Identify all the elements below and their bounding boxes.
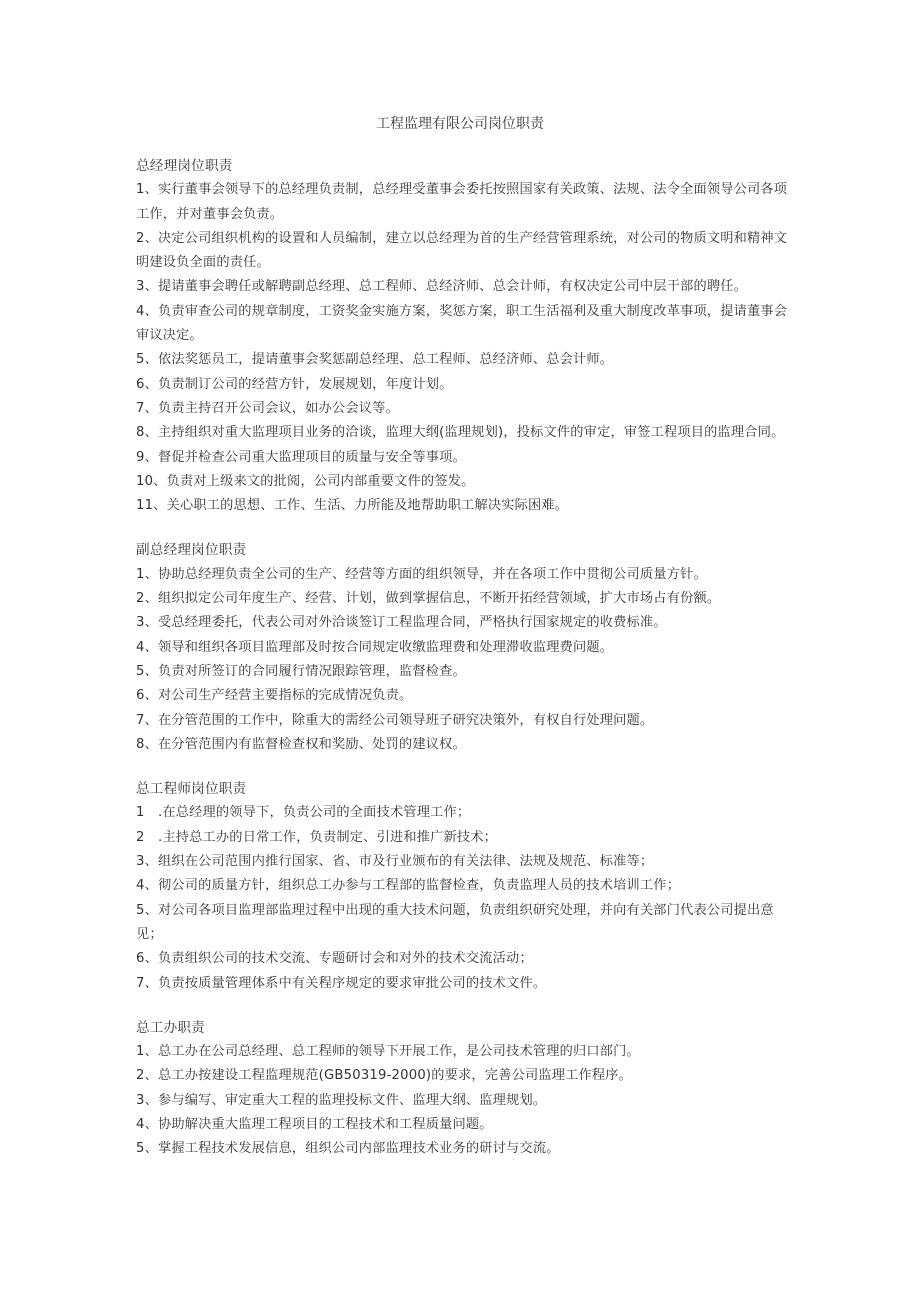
duty-item: 4、领导和组织各项目监理部及时按合同规定收缴监理费和处理滞收监理费问题。: [136, 639, 614, 655]
duty-item: 7、负责主持召开公司会议，如办公会议等。: [136, 400, 399, 416]
duty-item: 8、主持组织对重大监理项目业务的洽谈，监理大纲(监理规划)，投标文件的审定，审签工程项目的监理合同。: [136, 425, 785, 441]
duty-item: 5、依法奖惩员工，提请董事会奖惩副总经理、总工程师、总经济师、总会计师。: [136, 352, 614, 368]
duty-item: 7、在分管范围的工作中，除重大的需经公司领导班子研究决策外，有权自行处理问题。: [136, 712, 654, 728]
duty-item: 1、总工办在公司总经理、总工程师的领导下开展工作，是公司技术管理的归口部门。: [136, 1044, 640, 1060]
duty-item: 4、协助解决重大监理工程项目的工程技术和工程质量问题。: [136, 1116, 493, 1132]
duty-item: 6、负责组织公司的技术交流、专题研讨会和对外的技术交流活动；: [136, 951, 533, 967]
duty-item: 2、组织拟定公司年度生产、经营、计划，做到掌握信息，不断开拓经营领域，扩大市场占有份额。: [136, 591, 721, 607]
duty-item: 8、在分管范围内有监督检查权和奖励、处罚的建议权。: [136, 736, 466, 752]
duty-item: 5、掌握工程技术发展信息，组织公司内部监理技术业务的研讨与交流。: [136, 1141, 560, 1157]
duty-item: 5、负责对所签订的合同履行情况跟踪管理，监督检查。: [136, 663, 466, 679]
duty-item: 2、决定公司组织机构的设置和人员编制，建立以总经理为首的生产经营管理系统，对公司的物质文明和精神文明建设负全面的责任。: [136, 230, 788, 271]
duty-item: 9、督促并检查公司重大监理项目的质量与安全等事项。: [136, 449, 466, 465]
duty-item: 4、彻公司的质量方针，组织总工办参与工程部的监督检查，负责监理人员的技术培训工作；: [136, 878, 681, 894]
duty-item: 7、负责按质量管理体系中有关程序规定的要求审批公司的技术文件。: [136, 975, 547, 991]
section-heading: 副总经理岗位职责: [136, 542, 247, 559]
duty-item: 3、组织在公司范围内推行国家、省、市及行业颁布的有关法律、法规及规范、标准等；: [136, 854, 654, 870]
duty-item: 4、负责审查公司的规章制度，工资奖金实施方案，奖惩方案，职工生活福利及重大制度改革事项，提请董事会审议决定。: [136, 303, 788, 344]
section-chief-engineer-office: [136, 1016, 796, 1162]
section-deputy-general-manager: [136, 538, 796, 757]
duty-item: 6、负责制订公司的经营方针，发展规划，年度计划。: [136, 376, 453, 392]
duty-item: 2 .主持总工办的日常工作，负责制定、引进和推广新技术；: [136, 829, 498, 845]
section-heading: 总经理岗位职责: [136, 158, 233, 174]
duty-item: 1 .在总经理的领导下，负责公司的全面技术管理工作；: [136, 805, 471, 821]
duty-item: 1、实行董事会领导下的总经理负责制，总经理受董事会委托按照国家有关政策、法规、法令全面领导公司各项工作，并对董事会负责。: [136, 182, 788, 222]
duty-item: 3、受总经理委托，代表公司对外洽谈签订工程监理合同，严格执行国家规定的收费标准。: [136, 615, 667, 631]
document-title: 工程监理有限公司岗位职责: [376, 116, 544, 132]
duty-item: 1、协助总经理负责全公司的生产、经营等方面的组织领导，并在各项工作中贯彻公司质量方针。: [136, 566, 707, 582]
section-general-manager: [136, 154, 796, 518]
section-chief-engineer: [136, 777, 796, 996]
duty-item: 10、负责对上级来文的批阅，公司内部重要文件的签发。: [136, 473, 475, 489]
duty-item: 3、提请董事会聘任或解聘副总经理、总工程师、总经济师、总会计师，有权决定公司中层干部的聘任。: [136, 279, 748, 295]
duty-item: 2、总工办按建设工程监理规范(GB50319-2000)的要求，完善公司监理工作程序。: [136, 1068, 633, 1084]
duty-item: 11、关心职工的思想、工作、生活、力所能及地帮助职工解决实际困难。: [136, 498, 569, 514]
document-body: [136, 154, 796, 1182]
section-heading: 总工程师岗位职责: [136, 781, 247, 798]
duty-item: 6、对公司生产经营主要指标的完成情况负责。: [136, 688, 413, 704]
section-heading: 总工办职责: [136, 1019, 205, 1036]
duty-item: 3、参与编写、审定重大工程的监理投标文件、监理大纲、监理规划。: [136, 1092, 547, 1108]
duty-item: 5、对公司各项目监理部监理过程中出现的重大技术问题，负责组织研究处理，并向有关部门代表公司提出意见；: [136, 902, 774, 942]
